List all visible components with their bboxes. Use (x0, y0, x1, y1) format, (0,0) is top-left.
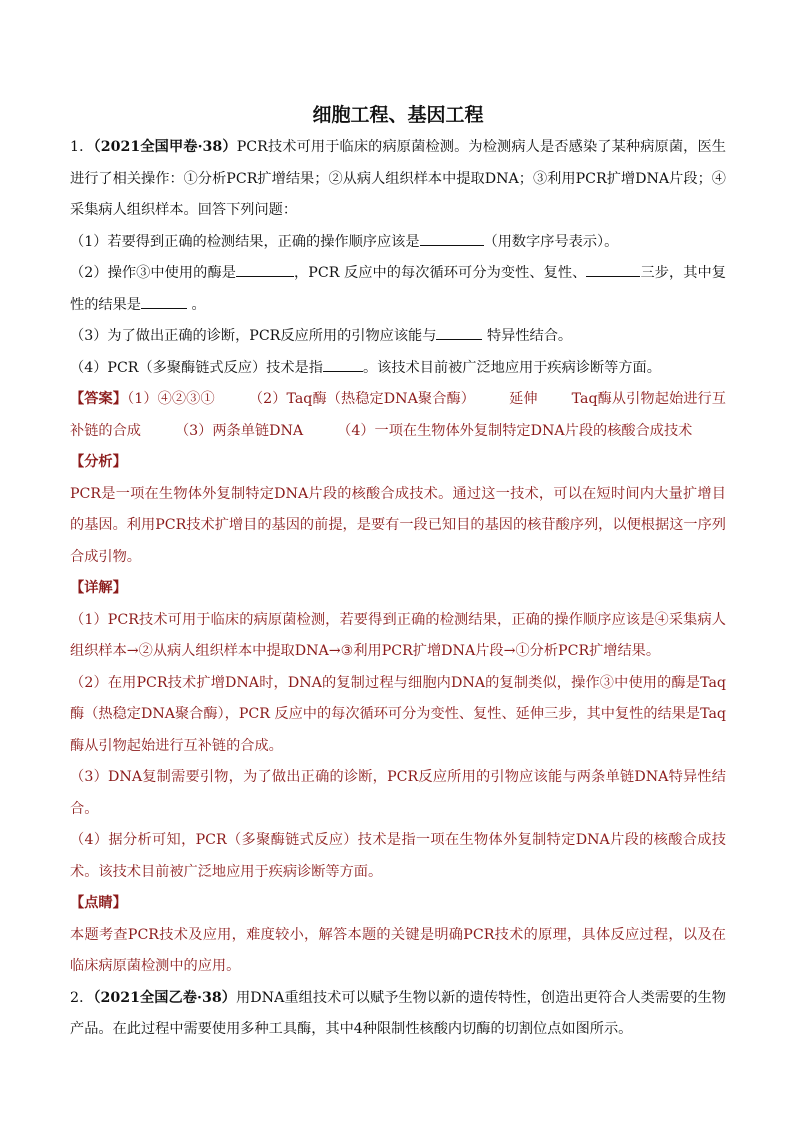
analysis-tag-line (70, 447, 726, 479)
answer-blank (323, 355, 363, 372)
answer-blank (436, 323, 482, 340)
answer-block: 【答案】（1）④②③① （2）Taq酶（热稳定DNA聚合酶） 延伸 Taq酶从引物起始进行互补链的合成 （3）两条单链DNA （4）一项在生物体外复制特定DNA片段的核酸合成技术 (70, 391, 726, 439)
analysis-tag: 【分析】 (70, 454, 127, 470)
detail-tag: 【详解】 (70, 580, 127, 596)
answer-blank (586, 260, 640, 277)
document-page (70, 100, 726, 1046)
question-2-stem: 2．（2021全国乙卷·38）用DNA重组技术可以赋予生物以新的遗传特性，创造出更符合人类需要的生物产品。在此过程中需要使用多种工具酶，其中4种限制性核酸内切酶的切割位点如图所示。 (70, 989, 726, 1037)
sub-question-2: （2）操作③中使用的酶是 ，PCR 反应中的每次循环可分为变性、复性、 三步，其中复性的结果是 。 (70, 258, 726, 321)
answer-blank (141, 292, 187, 309)
comment-tag: 【点睛】 (70, 895, 127, 911)
sub-question-4: （4）PCR（多聚酶链式反应）技术是指 。该技术目前被广泛地应用于疾病诊断等方面。 (70, 353, 726, 385)
detail-text-1: （1）PCR技术可用于临床的病原菌检测，若要得到正确的检测结果，正确的操作顺序应该是④采集病人组织样本→②从病人组织样本中提取DNA→③利用PCR扩增DNA片段→①分析PCR扩增结果。 (70, 611, 726, 659)
question-source: （2021全国甲卷·38） (93, 139, 237, 155)
detail-text-4: （4）据分析可知，PCR（多聚酶链式反应）技术是指一项在生物体外复制特定DNA片段的核酸合成技术。该技术目前被广泛地应用于疾病诊断等方面。 (70, 832, 726, 880)
answer-blank (236, 260, 294, 277)
analysis-text: PCR是一项在生物体外复制特定DNA片段的核酸合成技术。通过这一技术，可以在短时间内大量扩增目的基因。利用PCR技术扩增目的基因的前提，是要有一段已知目的基因的核苷酸序列，以便根据这一序列合成引物。 (70, 485, 726, 565)
comment-tag-line (70, 888, 726, 920)
detail-text-2: （2）在用PCR技术扩增DNA时，DNA的复制过程与细胞内DNA的复制类似，操作③中使用的酶是Taq酶（热稳定DNA聚合酶），PCR 反应中的每次循环可分为变性、复性、延伸三步，其中复性的结果是Taq酶从引物起始进行互补链的合成。 (70, 674, 726, 754)
question-number: 2． (70, 989, 94, 1006)
answer-tag: 【答案】 (70, 391, 128, 407)
comment-text: 本题考查PCR技术及应用，难度较小，解答本题的关键是明确PCR技术的原理，具体反应过程，以及在临床病原菌检测中的应用。 (70, 926, 726, 974)
question-source: （2021全国乙卷·38） (93, 989, 237, 1006)
detail-tag-line (70, 573, 726, 605)
sub-question-3: （3）为了做出正确的诊断，PCR反应所用的引物应该能与 特异性结合。 (70, 321, 726, 353)
page-title: 细胞工程、基因工程 (312, 104, 484, 126)
answer-blank (420, 229, 484, 246)
question-1-stem: 1．（2021全国甲卷·38）PCR技术可用于临床的病原菌检测。为检测病人是否感染了某种病原菌，医生进行了相关操作：①分析PCR扩增结果；②从病人组织样本中提取DNA；③利用PCR扩增DNA片段；④采集病人组织样本。回答下列问题： (70, 139, 726, 218)
detail-text-3: （3）DNA复制需要引物，为了做出正确的诊断，PCR反应所用的引物应该能与两条单链DNA特异性结合。 (70, 769, 726, 817)
sub-question-1: （1）若要得到正确的检测结果，正确的操作顺序应该是 （用数字序号表示）。 (70, 227, 726, 259)
question-number: 1． (70, 139, 94, 155)
